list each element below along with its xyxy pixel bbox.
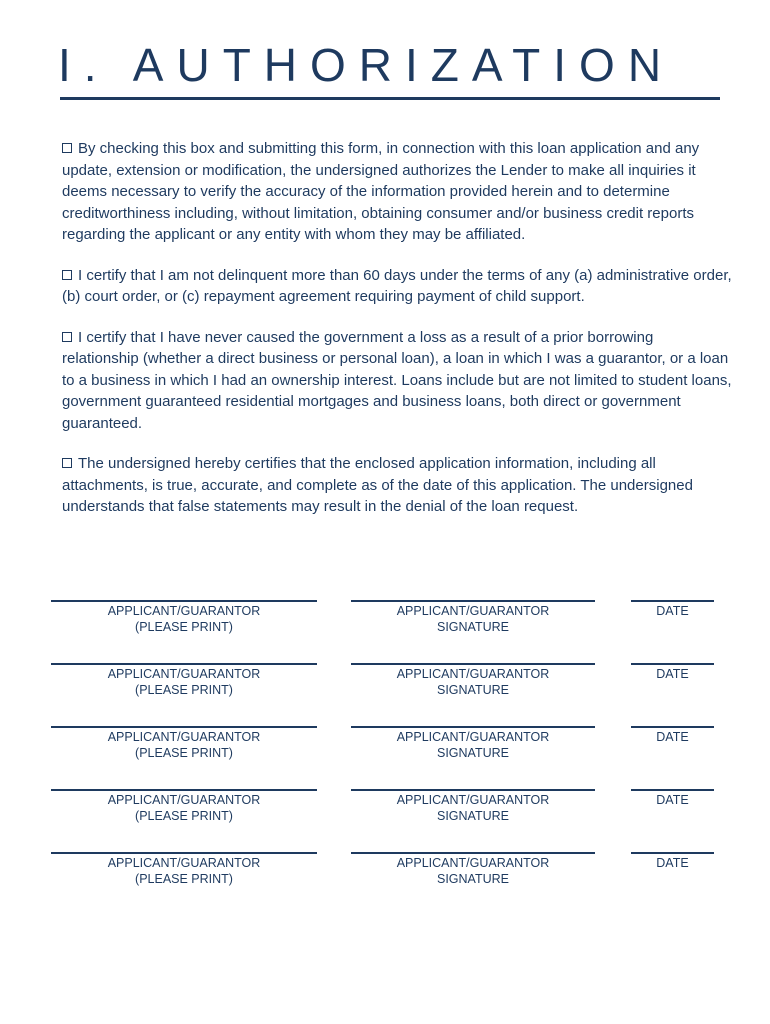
signature-sublabel: SIGNATURE: [437, 682, 509, 697]
clause-child-support: [62, 265, 734, 308]
checkbox-certification[interactable]: [62, 458, 72, 468]
signature-label: APPLICANT/GUARANTOR: [396, 856, 550, 870]
print-name-sublabel: (PLEASE PRINT): [135, 745, 233, 760]
print-name-label: APPLICANT/GUARANTOR: [107, 604, 261, 618]
print-name-sublabel: (PLEASE PRINT): [135, 871, 233, 886]
signature-field[interactable]: [351, 726, 595, 761]
signature-field[interactable]: [351, 663, 595, 698]
signature-label: APPLICANT/GUARANTOR: [396, 667, 550, 681]
print-name-label: APPLICANT/GUARANTOR: [107, 667, 261, 681]
date-field[interactable]: [631, 726, 714, 746]
print-name-label: APPLICANT/GUARANTOR: [107, 793, 261, 807]
title-divider: [60, 97, 720, 100]
clause-text: I certify that I am not delinquent more than 60 days under the terms of any (a) administrative order, (b) court order, or (c) repayment agreement requiring payment of child support.: [62, 266, 732, 305]
print-name-field[interactable]: [51, 663, 317, 698]
signature-field[interactable]: [351, 789, 595, 824]
clause-credit-inquiry: [62, 138, 734, 246]
clause-government-loss: [62, 327, 734, 435]
print-name-field[interactable]: [51, 852, 317, 887]
signature-label: APPLICANT/GUARANTOR: [396, 793, 550, 807]
date-label: DATE: [656, 793, 689, 807]
checkbox-child-support[interactable]: [62, 270, 72, 280]
page-title: I. AUTHORIZATION: [58, 39, 675, 91]
print-name-field[interactable]: [51, 600, 317, 635]
signature-sublabel: SIGNATURE: [437, 808, 509, 823]
signature-row: [0, 852, 770, 915]
signature-row: [0, 726, 770, 789]
signature-block: [0, 600, 770, 915]
print-name-label: APPLICANT/GUARANTOR: [107, 856, 261, 870]
date-field[interactable]: [631, 600, 714, 620]
signature-row: [0, 789, 770, 852]
signature-row: [0, 663, 770, 726]
print-name-field[interactable]: [51, 726, 317, 761]
signature-field[interactable]: [351, 600, 595, 635]
date-field[interactable]: [631, 852, 714, 872]
signature-label: APPLICANT/GUARANTOR: [396, 604, 550, 618]
print-name-sublabel: (PLEASE PRINT): [135, 619, 233, 634]
date-field[interactable]: [631, 663, 714, 683]
clause-text: By checking this box and submitting this form, in connection with this loan application and any update, extension or modification, the undersigned authorizes the Lender to make all inquiries it deems necessary to verify the accuracy of the information provided herein and to determine creditworthiness including, without limitation, obtaining consumer and/or business credit reports regarding the applicant or any entity with whom they may be affiliated.: [62, 140, 700, 243]
date-label: DATE: [656, 667, 689, 681]
signature-sublabel: SIGNATURE: [437, 619, 509, 634]
checkbox-credit-inquiry[interactable]: [62, 143, 72, 153]
print-name-label: APPLICANT/GUARANTOR: [107, 730, 261, 744]
signature-sublabel: SIGNATURE: [437, 871, 509, 886]
signature-field[interactable]: [351, 852, 595, 887]
date-label: DATE: [656, 856, 689, 870]
authorization-clauses: [62, 138, 734, 537]
clause-text: I certify that I have never caused the government a loss as a result of a prior borrowing relationship (whether a direct business or personal loan), a loan in which I was a guarantor, or a loan to a business in which I had an ownership interest. Loans include but are not limited to student loans, government guaranteed residential mortgages and business loans, both direct or government guaranteed.: [62, 328, 732, 432]
print-name-field[interactable]: [51, 789, 317, 824]
print-name-sublabel: (PLEASE PRINT): [135, 808, 233, 823]
date-field[interactable]: [631, 789, 714, 809]
signature-row: [0, 600, 770, 663]
clause-certification: [62, 453, 734, 518]
date-label: DATE: [656, 604, 689, 618]
signature-sublabel: SIGNATURE: [437, 745, 509, 760]
date-label: DATE: [656, 730, 689, 744]
signature-label: APPLICANT/GUARANTOR: [396, 730, 550, 744]
checkbox-government-loss[interactable]: [62, 332, 72, 342]
clause-text: The undersigned hereby certifies that the enclosed application information, including all attachments, is true, accurate, and complete as of the date of this application. The undersigned understands that false statements may result in the denial of the loan request.: [62, 455, 693, 515]
print-name-sublabel: (PLEASE PRINT): [135, 682, 233, 697]
